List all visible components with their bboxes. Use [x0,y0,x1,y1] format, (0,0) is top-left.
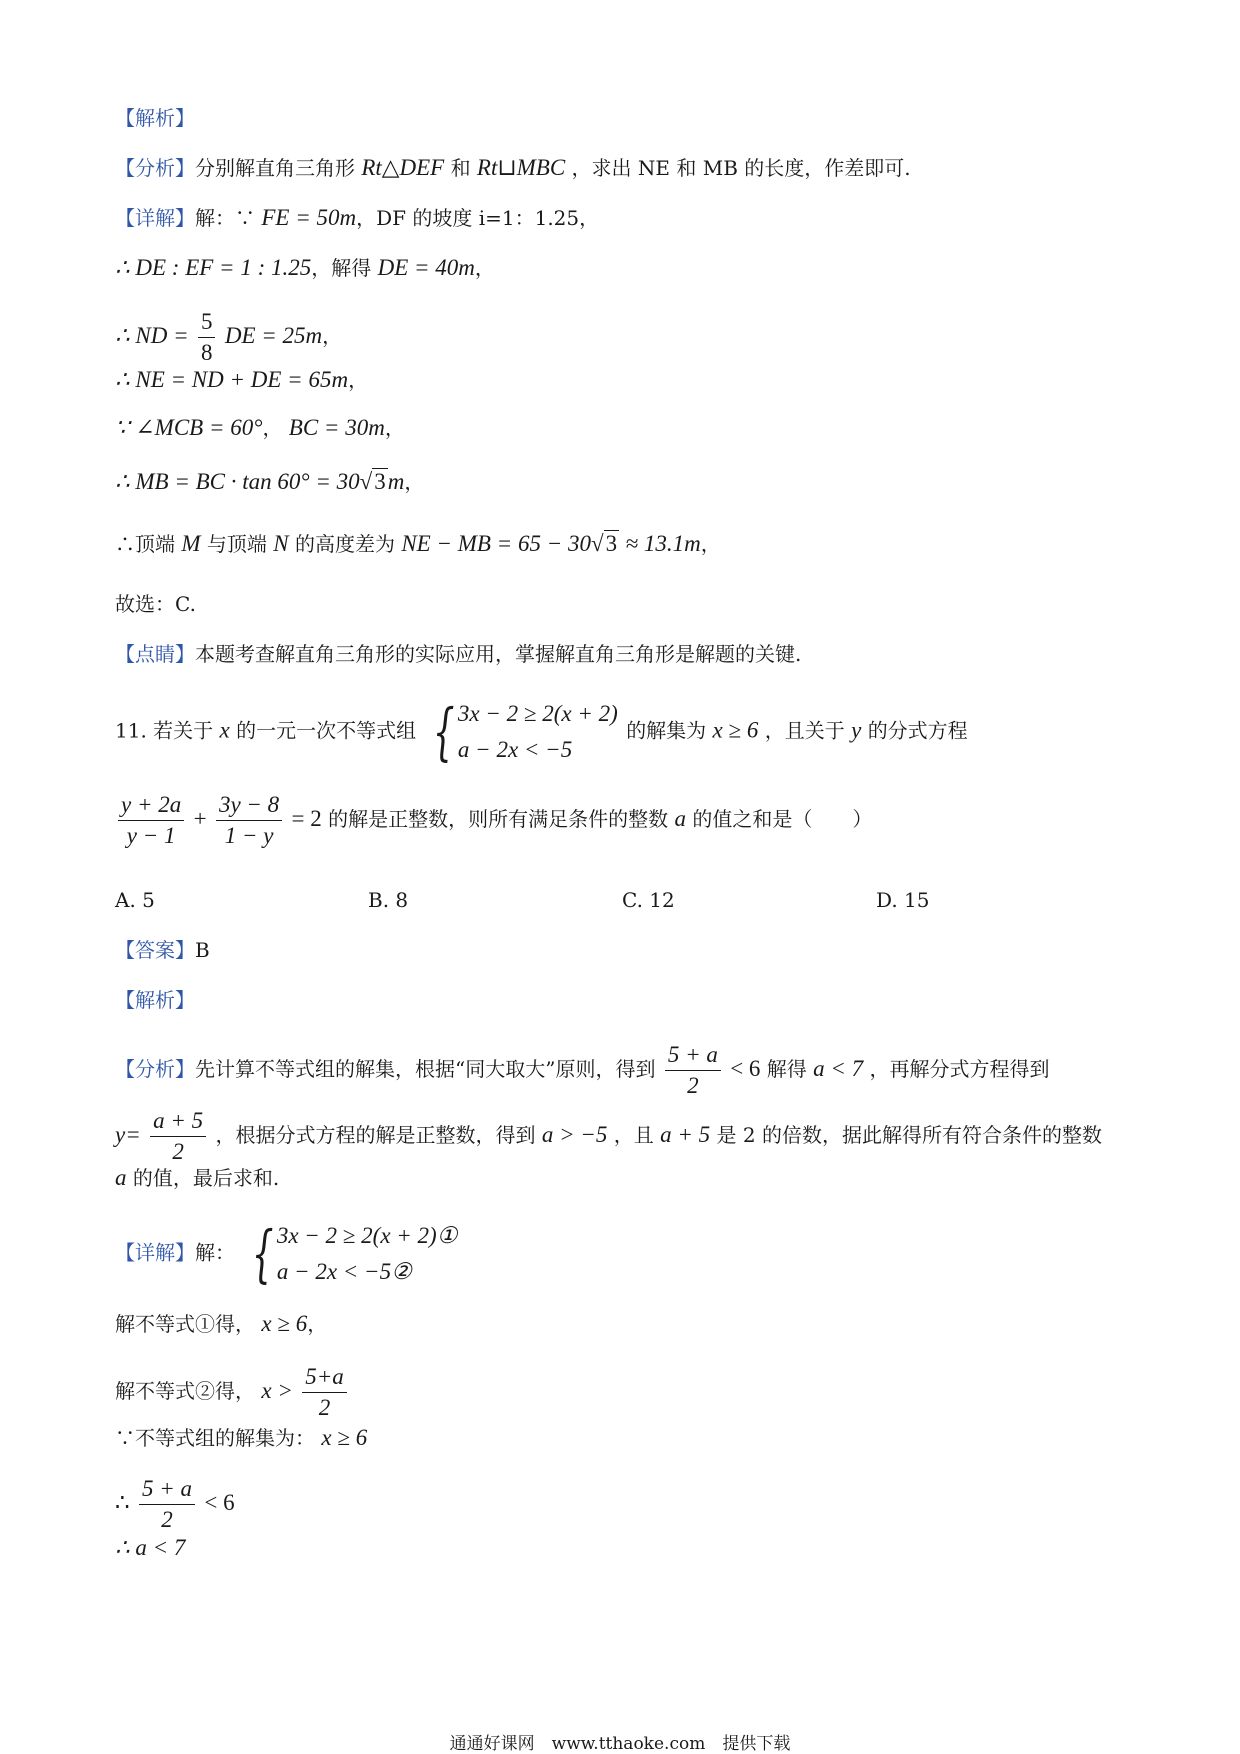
brace: { [433,695,456,768]
numerator: 5 [198,307,216,338]
remark-line [115,640,801,668]
text: ， [474,256,495,280]
solution-line-2f [115,1534,185,1562]
fraction [216,790,282,851]
question-number: 11. 若关于 [115,718,214,743]
text: 的解是正整数，则所有满足条件的整数 [328,807,669,831]
answer-label: 【答案】 [115,938,195,962]
math: a < 7 [813,1056,864,1081]
solution-line-6 [115,468,424,496]
text: 的解集为 [626,718,707,743]
math: m [387,469,405,494]
analysis-line-2b [115,1106,1102,1167]
text: ， [384,416,405,440]
text: 分别解直角三角形 [195,156,355,180]
section-analysis-heading [115,104,195,132]
system-row-2: a − 2x < −5② [276,1259,412,1284]
denominator: 2 [172,1139,184,1164]
solution-label: 【详解】 [115,206,195,230]
analysis-line-2a [115,1040,1050,1101]
text: 与顶端 [206,532,267,556]
answer-line [115,936,210,964]
denominator: 8 [200,340,213,365]
math: ∴ ND = [115,323,189,348]
text: ，且关于 [764,718,845,743]
option-c: C. 12 [622,888,675,912]
text: 解得 [766,1057,807,1081]
solution-line-7 [115,530,721,558]
denominator: 2 [318,1395,331,1420]
solution-line-2 [115,254,495,282]
math: y= [115,1122,141,1147]
math: Rt⊔MBC [476,155,566,180]
solution-line-3 [115,307,342,368]
math: ∴ [115,1490,130,1515]
denominator: 2 [161,1507,173,1532]
math: Rt△DEF [361,155,445,180]
text: 是 2 的倍数，据此解得所有符合条件的整数 [716,1123,1102,1147]
option-a: A. 5 [115,888,155,912]
text: 故选：C. [115,592,196,616]
analysis-tag: 【解析】 [115,988,195,1012]
sqrt-sign: √ [590,531,604,556]
numerator: 3y − 8 [216,790,282,821]
sqrt-sign: √ [359,469,373,494]
math: a [674,806,686,831]
denominator: 2 [687,1073,699,1098]
fraction [665,1040,721,1101]
analysis-line-2c [115,1164,279,1192]
text: 的一元一次不等式组 [236,718,417,743]
answer-value: B [195,938,210,962]
math: = 2 [291,806,322,831]
text: 解：∵ [195,206,255,230]
analysis-line [115,154,911,182]
text: 解不等式①得， [115,1312,255,1336]
math: FE = 50m [261,205,357,230]
solution-line-2d [115,1424,367,1452]
math: a [115,1165,127,1190]
page-footer: 通通好课网 www.tthaoke.com 提供下载 [449,1734,791,1754]
text: 先计算不等式组的解集，根据“同大取大”原则，得到 [195,1057,656,1081]
text: ，根据分式方程的解是正整数，得到 [215,1123,536,1147]
remark-label: 【点睛】 [115,642,195,666]
solution-line-1 [115,204,599,232]
fraction [198,307,216,368]
denominator: 1 − y [224,823,274,848]
numerator: 5 + a [665,1040,721,1071]
solution-line-2b [115,1310,327,1338]
system-row-1: 3x − 2 ≥ 2(x + 2) [457,701,618,726]
math: + [193,806,207,831]
system-row-1: 3x − 2 ≥ 2(x + 2)① [276,1223,458,1248]
numerator: a + 5 [150,1106,206,1137]
analysis-label: 【分析】 [115,1057,195,1081]
choice-line [115,590,196,618]
math: a > −5 [541,1122,608,1147]
solution-line-2c [115,1362,350,1423]
text: 本题考查解直角三角形的实际应用，掌握解直角三角形是解题的关键. [195,642,802,666]
math: NE − MB = 65 − 30 [401,531,591,556]
fraction [150,1106,206,1167]
section-analysis-heading-2 [115,986,195,1014]
math: N [273,531,289,556]
fraction [118,790,184,851]
math: < 6 [730,1056,761,1081]
numerator: 5 + a [139,1474,195,1505]
question-11-line-2 [115,790,872,851]
text: ，且 [613,1123,654,1147]
text: ， [700,532,721,556]
math: ∵ ∠MCB = 60° [115,415,263,440]
solution-line-4 [115,366,368,394]
math: M [181,531,201,556]
math: < 6 [204,1490,235,1515]
solution-line-2e [115,1474,235,1535]
solution-label: 【详解】 [115,1240,195,1265]
analysis-label: 【分析】 [115,156,195,180]
option-d: D. 15 [876,888,930,912]
denominator: y − 1 [126,823,176,848]
fraction [302,1362,347,1423]
text: 和 [450,156,471,180]
text: ， [322,324,343,348]
math: ∴ DE : EF = 1 : 1.25 [115,255,312,280]
text: ∵不等式组的解集为： [115,1426,315,1450]
system-row-2: a − 2x < −5 [457,737,573,762]
inequality-system [424,696,617,768]
question-11-line-1 [115,696,968,768]
math: BC = 30m [288,415,385,440]
text: ， [404,470,425,494]
text: ， [348,368,369,392]
analysis-tag: 【解析】 [115,106,195,130]
text: ， [262,416,283,440]
math: x ≥ 6 [261,1311,308,1336]
brace: { [252,1217,274,1290]
math: ∴ NE = ND + DE = 65m [115,367,349,392]
math: x > [261,1378,293,1403]
math: ∴ a < 7 [115,1535,186,1560]
math: x [219,717,230,743]
math: ≈ 13.1m [625,531,701,556]
option-b: B. 8 [368,888,409,912]
math: y [851,717,862,743]
numerator: 5+a [302,1362,347,1393]
text: 的高度差为 [294,532,395,556]
text: ，再解分式方程得到 [869,1057,1050,1081]
text: 解： [195,1240,235,1265]
math: ∴ MB = BC · tan 60° = 30 [115,469,360,494]
text: ，求出 NE 和 MB 的长度，作差即可. [571,156,911,180]
text: ， [307,1312,328,1336]
text: 的值之和是（ ） [692,807,873,831]
text: ∴顶端 [115,532,175,556]
math: DE = 40m [377,255,475,280]
text: 解不等式②得， [115,1379,255,1403]
solution-line-2a [115,1218,459,1290]
text: ，DF 的坡度 i=1：1.25， [356,206,600,230]
fraction [139,1474,195,1535]
math: x ≥ 6 [321,1425,368,1450]
math: x ≥ 6 [712,717,759,743]
solution-line-5 [115,414,405,442]
text: 的分式方程 [867,718,968,743]
numerator: y + 2a [118,790,184,821]
math: a + 5 [660,1122,711,1147]
text: 的值，最后求和. [132,1166,280,1190]
sqrt-radicand: 3 [374,469,386,494]
inequality-system [243,1218,457,1290]
math: DE = 25m [224,323,323,348]
sqrt-radicand: 3 [605,531,618,556]
text: ，解得 [311,256,372,280]
